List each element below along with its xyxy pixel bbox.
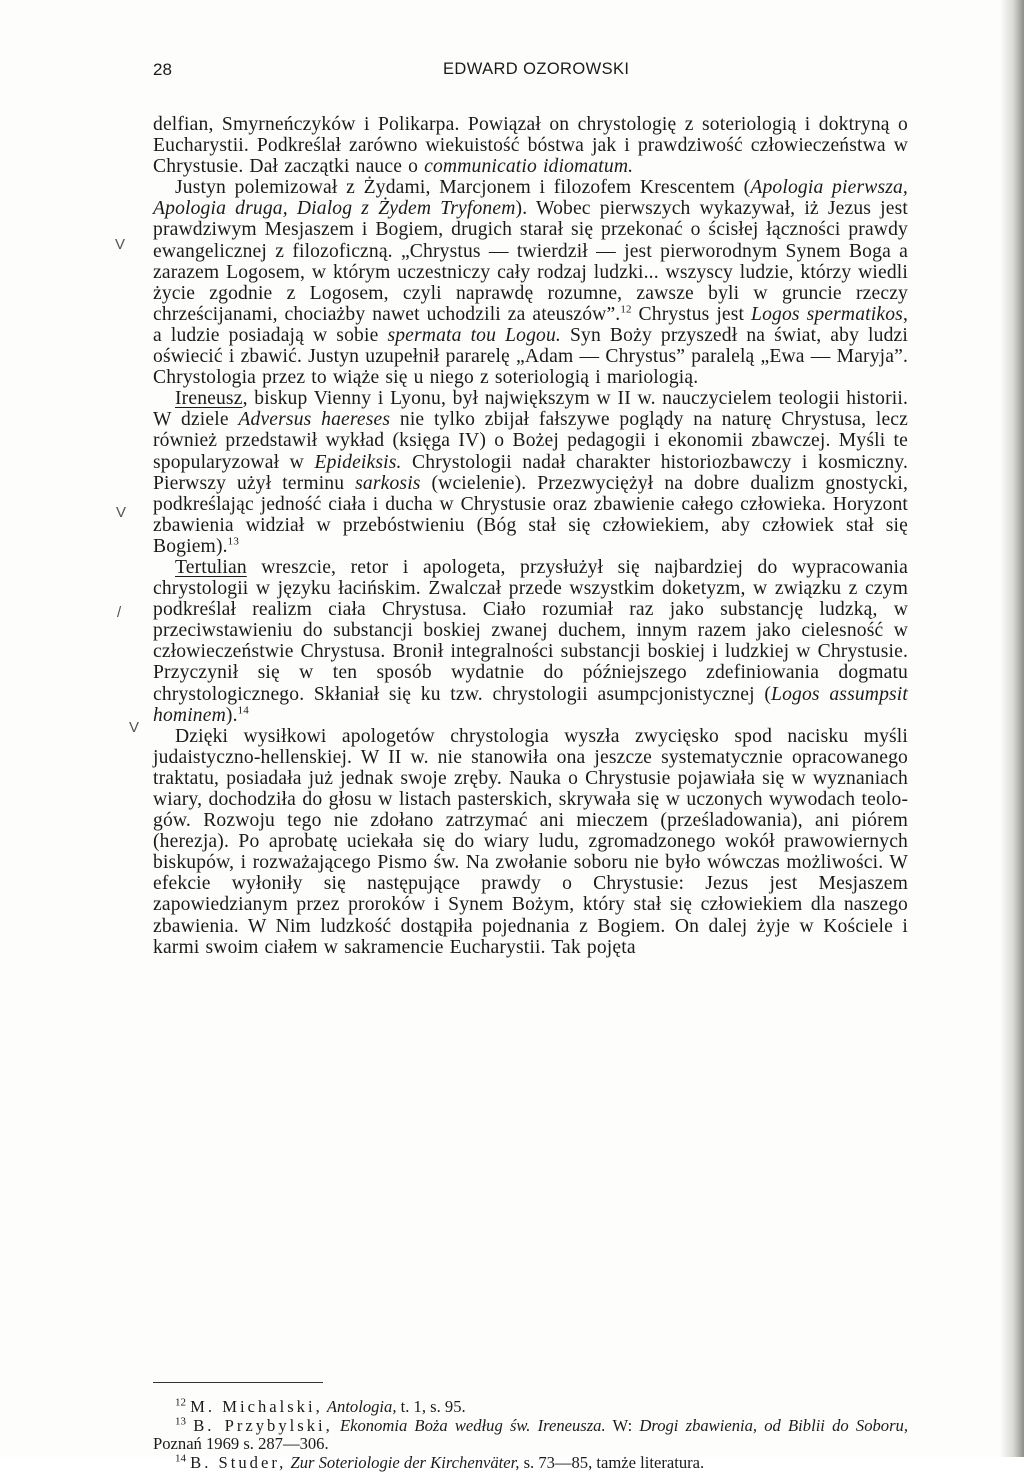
running-head: EDWARD OZOROWSKI bbox=[443, 60, 629, 79]
underlined-name: Ireneusz bbox=[175, 388, 243, 409]
footnote: $^{13}$ B. Przybylski, Ekonomia Boża według św. Ireneusza. W: Drogi zbawienia, od Biblii do Soboru, Poznań 1969 s. 287—306. bbox=[153, 1417, 908, 1454]
footnote: $^{12}$ M. Michalski, Antologia, t. 1, s. 95. bbox=[153, 1398, 908, 1417]
paragraph: Ireneusz, biskup Vienny i Lyonu, był największym w II w. nauczycielem teologii historii. W dziele Adversus haereses nie tylko zbijał fałszywe poglądy na naturę Chrystusa, lecz również przedstawił wykład (księga IV) o Bożej pedagogii i ekonomii zbawczej. Myśli te spopularyzował w Epideiksis. Chrystologii nadał charakter historiozbawczy i kosmiczny. Pierwszy użył terminu sarkosis (wcielenie). Przezwyciężył na dobre dualizm gnostycki, podkreślając jedność ciała i ducha w Chrystusie oraz zbawienie całego człowieka. Horyzont zbawienia widział w przebóstwieniu (Bóg stał się człowiekiem, aby człowiek stał się Bogiem).$^{13}$ bbox=[153, 388, 908, 557]
footnote: $^{14}$ B. Studer, Zur Soteriologie der Kirchenväter, s. 73—85, tamże literatura. bbox=[153, 1454, 908, 1472]
paragraph: delfian, Smyrneńczyków i Polikarpa. Powiązał on chrystologię z soteriologią i doktryną o Eucharystii. Podkreślał zarówno wiekuistość bóstwa jak i prawdziwość człowieczeństwa w Chrystusie. Dał zaczątki nauce o communicatio idiomatum. bbox=[153, 114, 908, 177]
footnote-divider bbox=[153, 1382, 323, 1383]
page-edge-shadow bbox=[1000, 0, 1024, 1457]
margin-mark: V bbox=[115, 236, 125, 253]
footnote-ref: 14 bbox=[238, 704, 249, 716]
paragraph: Dzięki wysiłkowi apologetów chrystologia wyszła zwycięsko spod nacisku myśli judaistyczno-hellenskiej. W II w. nie stanowiła ona jeszcze systematycznie opracowanego traktatu, posiadała już jednak swoje zręby. Nauka o Chrystusie pojawiała się w wyznaniach wiary, dochodziła do głosu w listach pasterskich, skrywała się w uczonych wywodach teologów. Rozwoju tego nie zdołano zatrzymać ani mieczem (prześladowania), ani piórem (herezja). Po aprobatę uciekała się do wiary ludu, zgromadzonego wokół prawowiernych biskupów, i rozważającego Pismo św. Na zwołanie soboru nie było wówczas możliwości. W efekcie wyłoniły się następujące prawdy o Chrystusie: Jezus jest Mesjaszem zapowiedzianym przez proroków i Synem Bożym, który stał się człowiekiem dla naszego zbawienia. W Nim ludzkość dostąpiła pojednania z Bogiem. On dalej żyje w Kościele i karmi swoim ciałem w sakramencie Eucharystii. Tak pojęta bbox=[153, 726, 908, 958]
footnote-ref: 12 bbox=[620, 303, 631, 315]
footnotes bbox=[153, 1398, 908, 1472]
footnote-ref: 13 bbox=[228, 535, 239, 547]
paragraph: Tertulian wreszcie, retor i apologeta, przysłużył się najbardziej do wypracowania chrystologii w języku łacińskim. Zwalczał przede wszystkim doketyzm, w związku z czym podkreślał realizm ciała Chrystusa. Ciało rozumiał raz jako substancję ludzką, w przeciwstawieniu do substancji boskiej zwanej duchem, innym razem jako cielesność w człowieczeństwie Chrystusa. Bronił integralności substancji boskiej i ludzkiej w Chrystusie. Przyczynił się w ten sposób wydatnie do późniejszego zdefiniowania dogmatu chrystologicznego. Skłaniał się ku tzw. chrystologii asumpcjonistycznej (Logos assumpsit hominem).$^{14}$ bbox=[153, 557, 908, 726]
body-text bbox=[153, 114, 908, 958]
page-header bbox=[153, 60, 908, 86]
margin-mark: / bbox=[117, 604, 121, 621]
margin-mark: V bbox=[116, 504, 126, 521]
page-number: 28 bbox=[153, 60, 172, 80]
underlined-name: Tertulian bbox=[175, 557, 247, 578]
paragraph: Justyn polemizował z Żydami, Marcjonem i filozofem Krescentem (Apologia pierwsza, Apologia druga, Dialog z Żydem Tryfonem). Wobec pierwszych wykazywał, iż Jezus jest prawdziwym Mesjaszem i Bogiem, drugich starał się przekonać o ścisłej łączności prawdy ewangelicznej z filozoficzną. „Chrystus — twierdził — jest pierworodnym Synem Boga a zarazem Logosem, w którym uczestniczy cały rodzaj ludzki... wszyscy ludzie, którzy wiedli życie zgodnie z Logosem, czyli naprawdę rozumne, zawsze byli w gruncie rzeczy chrześcijanami, chociażby nawet uchodzili za ateuszów”.$^{12}$ Chrystus jest Logos spermatikos, a ludzie posiadają w sobie spermata tou Logou. Syn Boży przyszedł na świat, aby ludzi oświecić i zbawić. Justyn uzupełnił pararelę „Adam — Chrystus” paralelą „Ewa — Maryja”. Chrystologia przez to wiąże się u niego z soteriologią i mariologią. bbox=[153, 177, 908, 388]
margin-mark: V bbox=[129, 719, 139, 736]
